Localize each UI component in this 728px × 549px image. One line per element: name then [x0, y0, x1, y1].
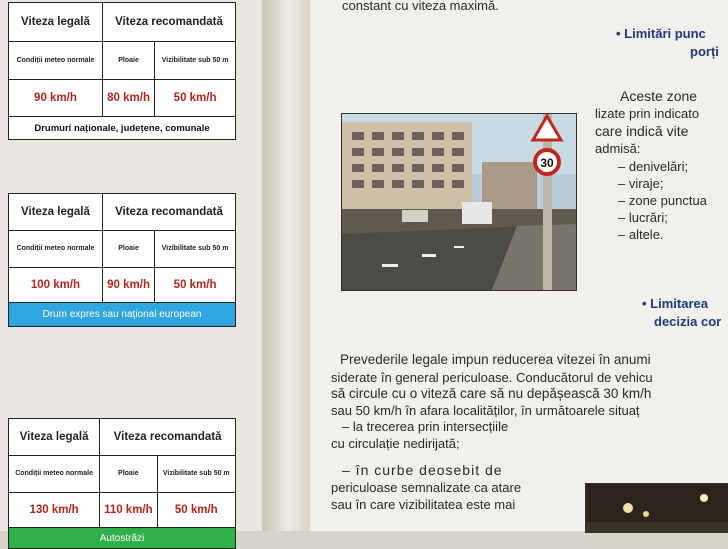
speed-value-rain: 80 km/h	[102, 80, 154, 117]
heading-speed-decision: • Limitarea	[642, 296, 708, 311]
paragraph-line-5: – la trecerea prin intersecțiile	[342, 419, 509, 434]
limit-item-turns: – viraje;	[618, 176, 664, 191]
limit-item-works: – lucrări;	[618, 210, 668, 225]
condition-normal: Condiții meteo normale	[9, 456, 100, 493]
paragraph-line-4: sau 50 km/h în afara localităților, în următoarele situaț	[331, 403, 640, 418]
speed-value-normal: 130 km/h	[9, 493, 100, 528]
condition-low-visibility: Vizibilitate sub 50 m	[157, 456, 235, 493]
speed-value-rain: 110 km/h	[100, 493, 157, 528]
condition-rain: Ploaie	[102, 42, 154, 80]
limit-item-others: – altele.	[618, 227, 664, 242]
paragraph-line-6: cu circulație nedirijată;	[331, 436, 460, 451]
speed-value-normal: 90 km/h	[9, 80, 103, 117]
condition-normal: Condiții meteo normale	[9, 42, 103, 80]
condition-low-visibility: Vizibilitate sub 50 m	[155, 231, 236, 268]
intro-line-1: Aceste zone	[620, 88, 698, 104]
street-photo	[341, 113, 577, 291]
intro-line-2: lizate prin indicato	[595, 106, 700, 121]
heading-point-limits: • Limitări punc	[616, 26, 706, 41]
book-gutter	[262, 0, 310, 531]
top-line: constant cu viteza maximă.	[342, 0, 499, 13]
limits-list	[618, 158, 707, 243]
recommended-speed-header: Viteza recomandată	[100, 419, 236, 456]
night-road-photo	[585, 483, 728, 533]
speed-table-national-roads	[8, 2, 236, 140]
legal-speed-header: Viteza legală	[9, 194, 103, 231]
heading-point-limits-cont: porți	[690, 44, 719, 59]
condition-low-visibility: Vizibilitate sub 50 m	[155, 42, 236, 80]
limit-item-bumps: – denivelări;	[618, 159, 689, 174]
road-type-label: Autostrăzi	[9, 528, 236, 549]
heading-speed-decision-cont: decizia cor	[654, 314, 722, 329]
speed-value-low-visibility: 50 km/h	[155, 80, 236, 117]
paragraph-line-7: – în curbe deosebit de	[342, 462, 503, 478]
paragraph-line-8: periculoase semnalizate ca atare	[331, 480, 522, 495]
speed-table-express-roads	[8, 193, 236, 327]
speed-sign-value: 30	[540, 156, 554, 170]
intro-line-4: admisă:	[595, 141, 641, 156]
condition-rain: Ploaie	[102, 231, 154, 268]
left-page	[0, 0, 262, 544]
road-type-label: Drumuri naționale, județene, comunale	[9, 117, 236, 140]
recommended-speed-header: Viteza recomandată	[102, 3, 235, 42]
legal-speed-header: Viteza legală	[9, 3, 103, 42]
paragraph-line-3: să circule cu o viteză care să nu depășească 30 km/h	[331, 386, 652, 401]
limit-item-point-zones: – zone punctua	[618, 193, 707, 208]
paragraph-line-1: Prevederile legale impun reducerea vitezei în anumi	[340, 352, 651, 367]
condition-rain: Ploaie	[100, 456, 157, 493]
condition-normal: Condiții meteo normale	[9, 231, 103, 268]
road-type-label: Drum expres sau național european	[9, 303, 236, 327]
speed-value-normal: 100 km/h	[9, 268, 103, 303]
legal-speed-header: Viteza legală	[9, 419, 100, 456]
speed-table-motorways	[8, 418, 236, 549]
recommended-speed-header: Viteza recomandată	[102, 194, 235, 231]
paragraph-line-2: siderate în general periculoase. Conducătorul de vehicu	[331, 370, 653, 385]
speed-value-low-visibility: 50 km/h	[155, 268, 236, 303]
speed-value-rain: 90 km/h	[102, 268, 154, 303]
intro-line-3: care indică vite	[595, 123, 689, 139]
speed-value-low-visibility: 50 km/h	[157, 493, 235, 528]
paragraph-line-9: sau în care vizibilitatea este mai	[331, 497, 516, 512]
